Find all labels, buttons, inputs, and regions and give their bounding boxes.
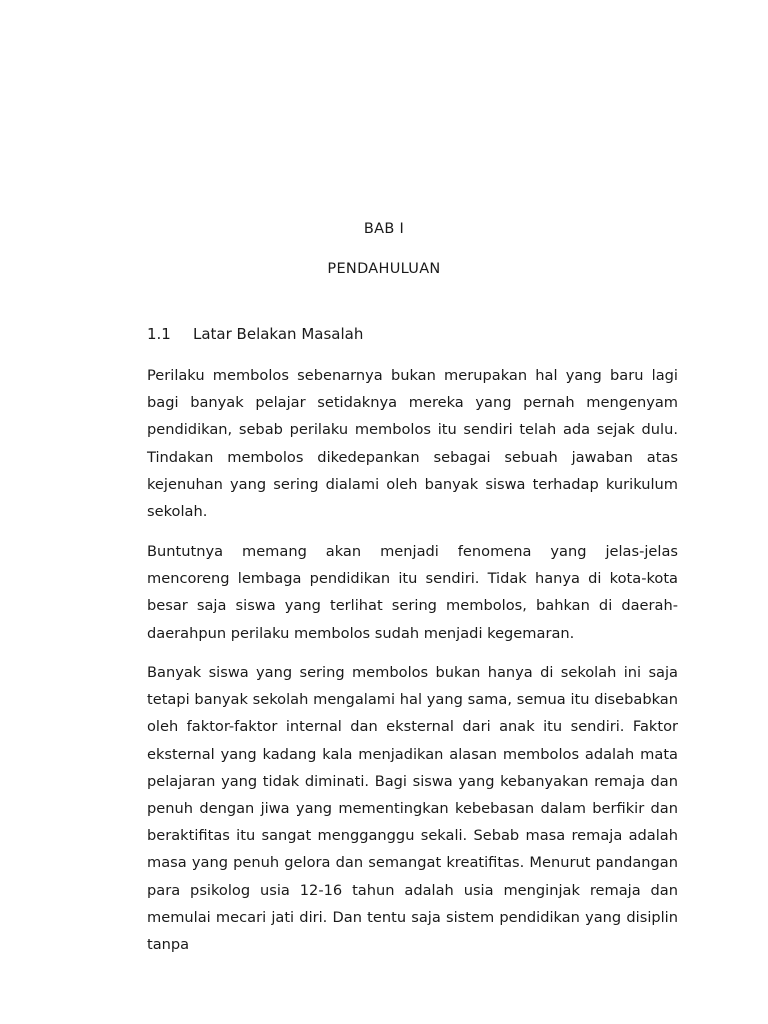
section-heading: [147, 325, 363, 343]
section-title: Latar Belakan Masalah: [193, 325, 364, 343]
paragraph-3: Banyak siswa yang sering membolos bukan hanya di sekolah ini saja tetapi banyak sekolah mengalami hal yang sama, semua itu disebabkan oleh faktor-faktor internal dan eksternal dari anak itu sendiri. Faktor eksternal yang kadang kala menjadikan alasan membolos adalah mata pelajaran yang tidak diminati. Bagi siswa yang kebanyakan remaja dan penuh dengan jiwa yang mementingkan kebebasan dalam berfikir dan beraktifitas itu sangat mengganggu sekali. Sebab masa remaja adalah masa yang penuh gelora dan semangat kreatifitas. Menurut pandangan para psikolog usia 12-16 tahun adalah usia menginjak remaja dan memulai mecari jati diri. Dan tentu saja sistem pendidikan yang disiplin tanpa: [147, 664, 678, 954]
paragraph-2: Buntutnya memang akan menjadi fenomena yang jelas-jelas mencoreng lembaga pendidikan itu sendiri. Tidak hanya di kota-kota besar saja siswa yang terlihat sering membolos, bahkan di daerah-daerahpun perilaku membolos sudah menjadi kegemaran.: [147, 543, 678, 642]
chapter-label: BAB I: [363, 221, 405, 237]
chapter-title: PENDAHULUAN: [327, 261, 441, 277]
paragraph-1: Perilaku membolos sebenarnya bukan merupakan hal yang baru lagi bagi banyak pelajar setidaknya mereka yang pernah mengenyam pendidikan, sebab perilaku membolos itu sendiri telah ada sejak dulu. Tindakan membolos dikedepankan sebagai sebuah jawaban atas kejenuhan yang sering dialami oleh banyak siswa terhadap kurikulum sekolah.: [147, 367, 678, 521]
section-number: 1.1: [147, 325, 171, 343]
